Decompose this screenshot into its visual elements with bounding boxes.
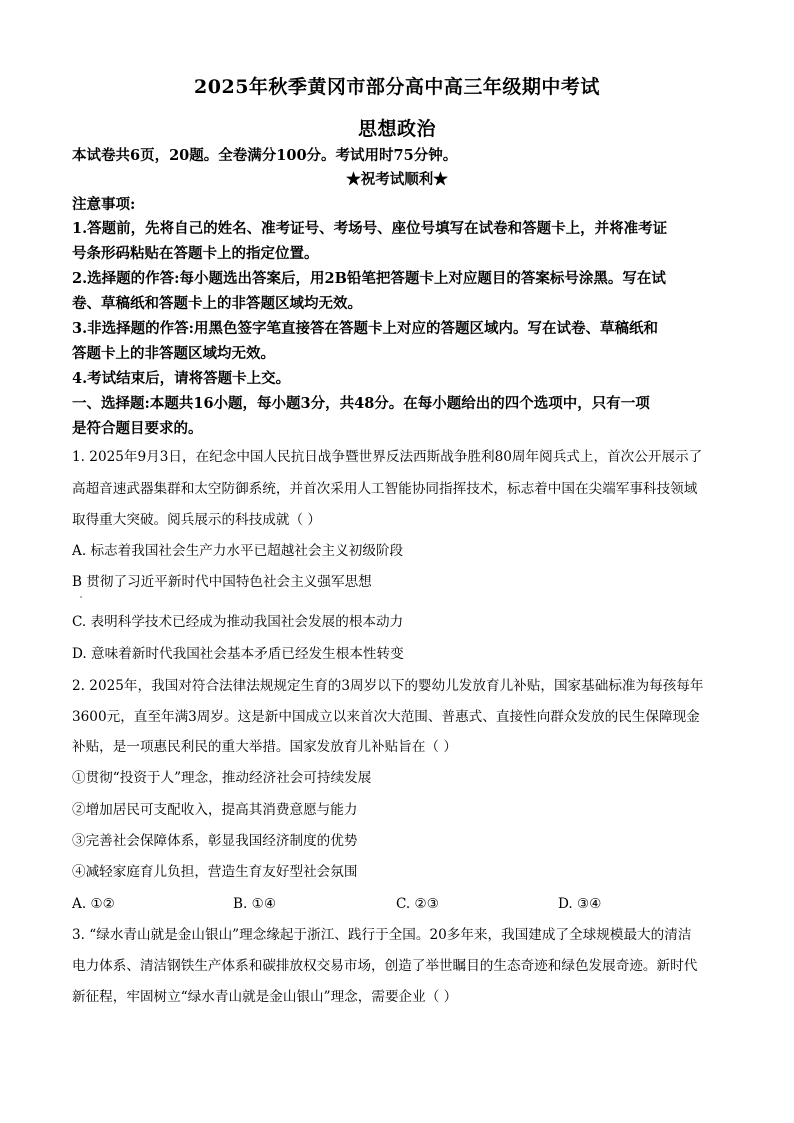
question-2-text: 2. 2025年，我国对符合法律法规规定生育的3周岁以下的婴幼儿发放育儿补贴，国家基础标准为每孩每年 — [72, 678, 704, 694]
question-2-choice-d: D. ③④ — [558, 896, 602, 912]
stray-dot — [80, 596, 82, 598]
question-3-text: 电力体系、清洁钢铁生产体系和碳排放权交易市场，创造了举世瞩目的生态奇迹和绿色发展奇迹。新时代 — [72, 958, 698, 974]
question-2-choice-b: B. ①④ — [233, 896, 277, 912]
question-1-option-b: B 贯彻了习近平新时代中国特色社会主义强军思想 — [72, 574, 372, 590]
question-2-item: ③完善社会保障体系，彰显我国经济制度的优势 — [72, 833, 358, 849]
notes-line: 2.选择题的作答:每小题选出答案后，用2B铅笔把答题卡上对应题目的答案标号涂黑。写在试 — [72, 270, 666, 287]
question-3-text: 新征程，牢固树立“绿水青山就是金山银山”理念，需要企业（ ） — [72, 989, 458, 1005]
notes-line: 号条形码粘贴在答题卡上的指定位置。 — [72, 245, 319, 262]
question-2-choice-a: A. ①② — [72, 896, 115, 912]
blessing: ★祝考试顺利★ — [346, 171, 448, 188]
question-2-item: ①贯彻“投资于人”理念，推动经济社会可持续发展 — [72, 770, 372, 786]
question-1-option-c: C. 表明科学技术已经成为推动我国社会发展的根本动力 — [72, 614, 404, 630]
notes-line: 答题卡上的非答题区域均无效。 — [72, 345, 275, 362]
question-1-text: 1. 2025年9月3日，在纪念中国人民抗日战争暨世界反法西斯战争胜利80周年阅兵式上，首次公开展示了 — [72, 449, 703, 465]
notes-line: 3.非选择题的作答:用黑色签字笔直接答在答题卡上对应的答题区域内。写在试卷、草稿纸和 — [72, 320, 658, 337]
exam-title: 2025年秋季黄冈市部分高中高三年级期中考试 — [194, 76, 600, 98]
question-1-option-a: A. 标志着我国社会生产力水平已超越社会主义初级阶段 — [72, 543, 404, 559]
exam-subject: 思想政治 — [357, 118, 436, 140]
section-heading: 一、选择题:本题共16小题，每小题3分，共48分。在每小题给出的四个选项中，只有一项 — [72, 395, 650, 412]
notes-line: 1.答题前，先将自己的姓名、准考证号、考场号、座位号填写在试卷和答题卡上，并将准考证 — [72, 220, 668, 237]
question-2-text: 3600元，直至年满3周岁。这是新中国成立以来首次大范围、普惠式、直接性向群众发放的民生保障现金 — [72, 709, 700, 725]
question-1-text: 取得重大突破。阅兵展示的科技成就（ ） — [72, 512, 322, 528]
section-heading-cont: 是符合题目要求的。 — [72, 420, 203, 437]
question-2-text: 补贴，是一项惠民利民的重大举措。国家发放育儿补贴旨在（ ） — [72, 739, 457, 755]
question-1-option-d: D. 意味着新时代我国社会基本矛盾已经发生根本性转变 — [72, 646, 404, 662]
question-2-item: ②增加居民可支配收入，提高其消费意愿与能力 — [72, 802, 358, 818]
notes-line: 4.考试结束后，请将答题卡上交。 — [72, 370, 291, 387]
question-1-text: 高超音速武器集群和太空防御系统，并首次采用人工智能协同指挥技术，标志着中国在尖端军事科技领域 — [72, 481, 698, 497]
notes-line: 卷、草稿纸和答题卡上的非答题区域均无效。 — [72, 295, 362, 312]
notes-heading: 注意事项: — [72, 196, 136, 213]
question-2-choice-c: C. ②③ — [396, 896, 439, 912]
question-2-item: ④减轻家庭育儿负担，营造生育友好型社会氛围 — [72, 864, 358, 880]
question-3-text: 3. “绿水青山就是金山银山”理念缘起于浙江、践行于全国。20多年来，我国建成了全球规模最大的清洁 — [72, 927, 692, 943]
exam-info: 本试卷共6页，20题。全卷满分100分。考试用时75分钟。 — [72, 147, 458, 164]
